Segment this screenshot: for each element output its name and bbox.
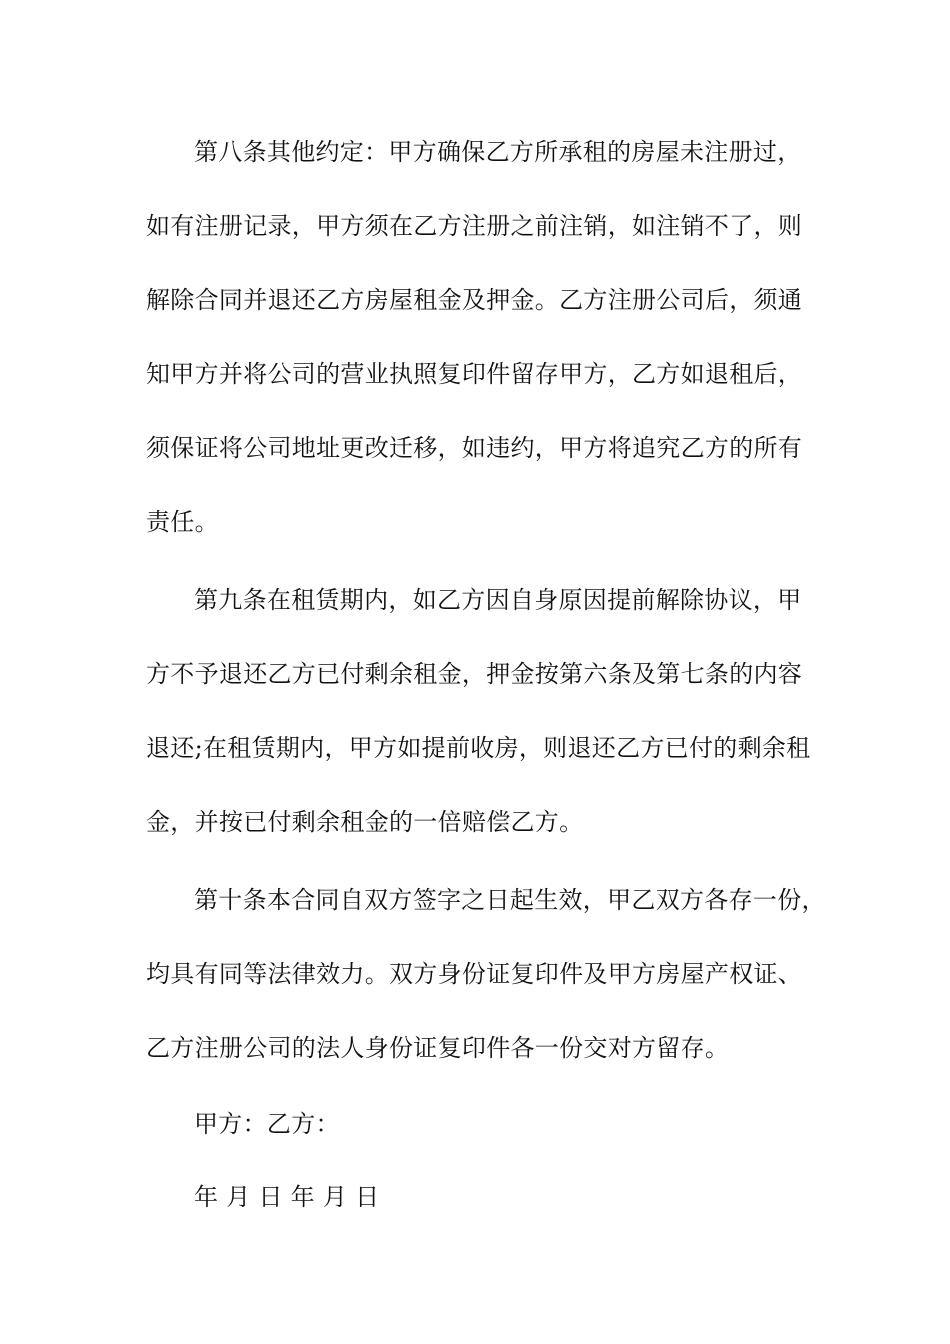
article-9-line-1: 第九条在租赁期内，如乙方因自身原因提前解除协议，甲 <box>194 586 802 614</box>
article-10-line-3: 乙方注册公司的法人身份证复印件各一份交对方留存。 <box>146 1034 730 1062</box>
article-10-line-2: 均具有同等法律效力。双方身份证复印件及甲方房屋产权证、 <box>146 960 803 988</box>
article-8-line-4: 知甲方并将公司的营业执照复印件留存甲方，乙方如退租后， <box>146 360 803 388</box>
article-8-line-3: 解除合同并退还乙方房屋租金及押金。乙方注册公司后，须通 <box>146 286 803 314</box>
article-8-line-6: 责任。 <box>146 508 219 536</box>
signature-dates: 年 月 日 年 月 日 <box>194 1183 380 1211</box>
article-10-line-1: 第十条本合同自双方签字之日起生效，甲乙双方各存一份， <box>194 886 826 914</box>
signature-parties: 甲方：乙方： <box>194 1110 340 1138</box>
article-9-line-3: 退还;在租赁期内，甲方如提前收房，则退还乙方已付的剩余租 <box>146 734 811 762</box>
article-9-line-4: 金，并按已付剩余租金的一倍赔偿乙方。 <box>146 808 584 836</box>
article-8-line-5: 须保证将公司地址更改迁移，如违约，甲方将追究乙方的所有 <box>146 434 803 462</box>
article-8-line-2: 如有注册记录，甲方须在乙方注册之前注销，如注销不了，则 <box>146 212 803 240</box>
article-9-line-2: 方不予退还乙方已付剩余租金，押金按第六条及第七条的内容 <box>146 660 803 688</box>
article-8-line-1: 第八条其他约定：甲方确保乙方所承租的房屋未注册过， <box>194 138 802 166</box>
